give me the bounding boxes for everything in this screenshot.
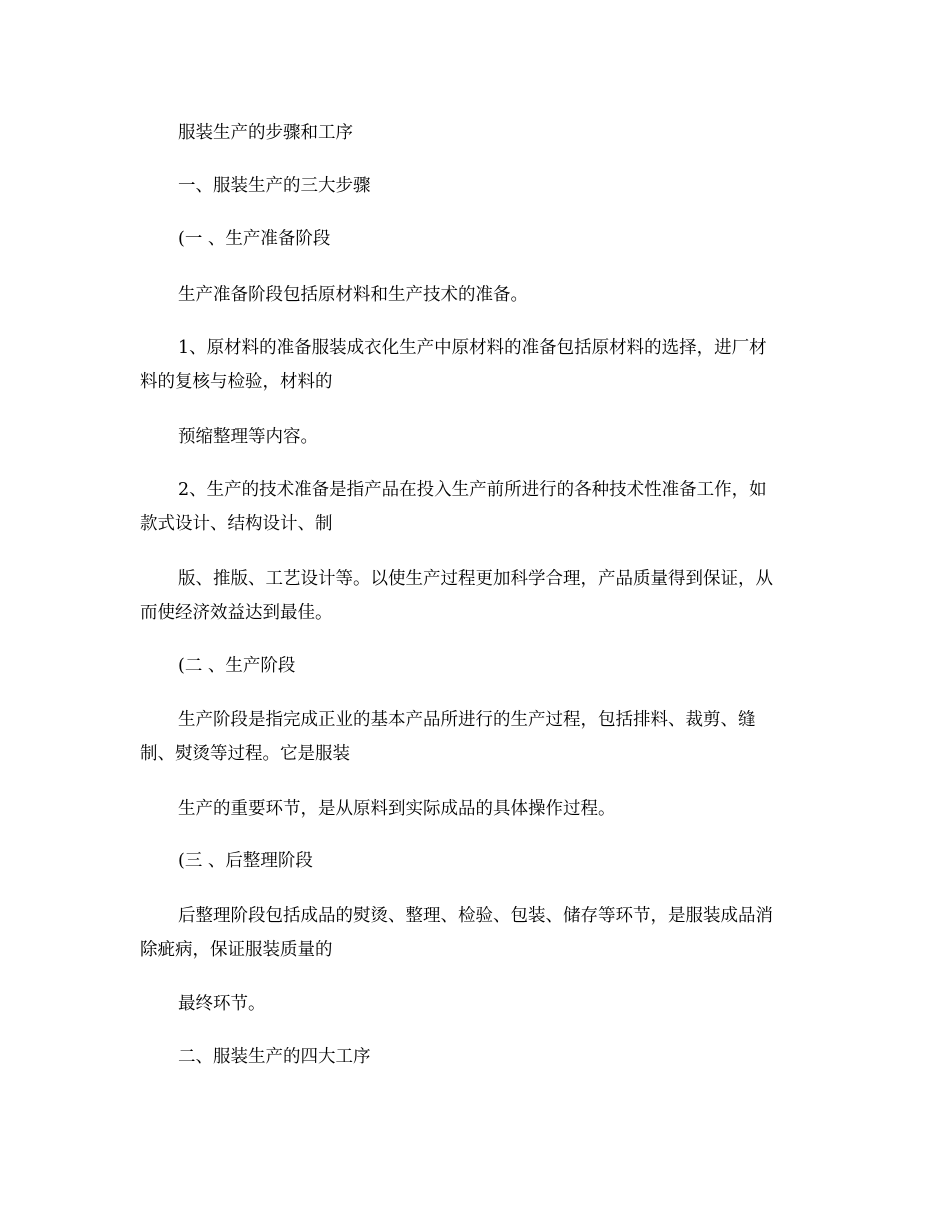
paragraph-finishing-line-2: 除疵病，保证服装质量的	[140, 940, 333, 960]
paragraph-preparation-intro: 生产准备阶段包括原材料和生产技术的准备。	[178, 285, 528, 305]
paragraph-production-line-3: 生产的重要环节，是从原料到实际成品的具体操作过程。	[178, 799, 616, 819]
subsection-heading-finishing: (三 、后整理阶段	[178, 851, 313, 871]
paragraph-materials-line-3: 预缩整理等内容。	[178, 427, 318, 447]
paragraph-materials-line-1: 1、原材料的准备服装成衣化生产中原材料的准备包括原材料的选择，进厂材	[178, 338, 767, 358]
paragraph-finishing-line-1: 后整理阶段包括成品的熨烫、整理、检验、包装、储存等环节，是服装成品消	[178, 906, 773, 926]
paragraph-production-line-2: 制、熨烫等过程。它是服装	[140, 744, 350, 764]
paragraph-technical-line-3: 版、推版、工艺设计等。以使生产过程更加科学合理，产品质量得到保证，从	[178, 569, 773, 589]
paragraph-production-line-1: 生产阶段是指完成正业的基本产品所进行的生产过程，包括排料、裁剪、缝	[178, 710, 756, 730]
paragraph-technical-line-4: 而使经济效益达到最佳。	[140, 603, 333, 623]
document-title: 服装生产的步骤和工序	[178, 123, 353, 143]
subsection-heading-preparation: (一 、生产准备阶段	[178, 229, 331, 249]
paragraph-materials-line-2: 料的复核与检验，材料的	[140, 372, 333, 392]
section-heading-four-processes: 二、服装生产的四大工序	[178, 1047, 371, 1067]
paragraph-finishing-line-3: 最终环节。	[178, 994, 266, 1014]
subsection-heading-production: (二 、生产阶段	[178, 656, 296, 676]
paragraph-technical-line-2: 款式设计、结构设计、制	[140, 514, 333, 534]
section-heading-three-steps: 一、服装生产的三大步骤	[178, 176, 371, 196]
paragraph-technical-line-1: 2、生产的技术准备是指产品在投入生产前所进行的各种技术性准备工作，如	[178, 480, 767, 500]
